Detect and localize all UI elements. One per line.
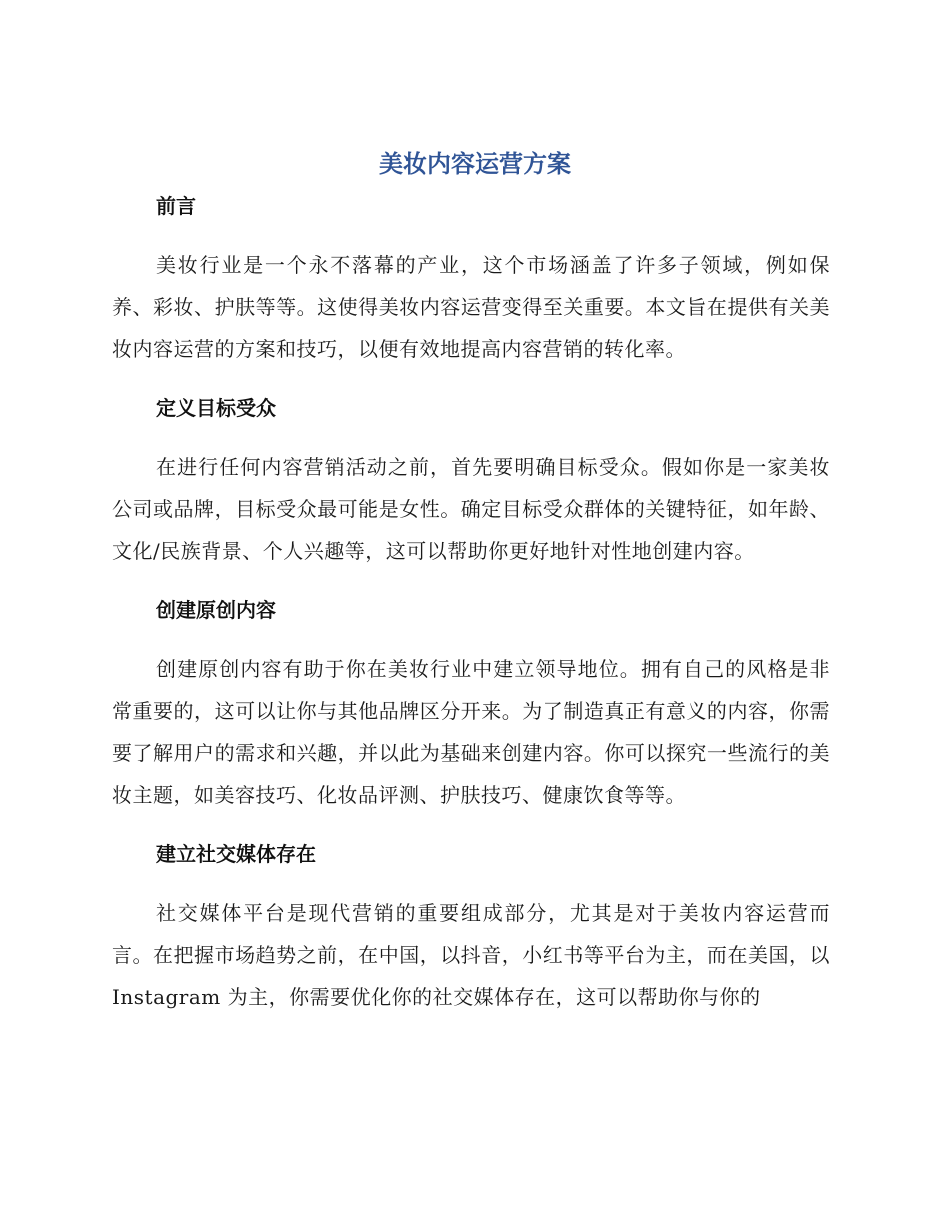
document-body <box>112 188 830 1018</box>
section-original-content <box>112 592 830 836</box>
section-heading: 前言 <box>156 194 196 218</box>
section-preface <box>112 188 830 390</box>
section-heading: 创建原创内容 <box>156 598 276 622</box>
section-paragraph: 在进行任何内容营销活动之前，首先要明确目标受众。假如你是一家美妆公司或品牌，目标受众最可能是女性。确定目标受众群体的关键特征，如年龄、文化/民族背景、个人兴趣等，这可以帮助你更好地针对性地创建内容。 <box>112 455 830 563</box>
section-heading: 建立社交媒体存在 <box>156 842 316 866</box>
section-heading: 定义目标受众 <box>156 396 276 420</box>
section-paragraph: 创建原创内容有助于你在美妆行业中建立领导地位。拥有自己的风格是非常重要的，这可以让你与其他品牌区分开来。为了制造真正有意义的内容，你需要了解用户的需求和兴趣，并以此为基础来创建内容。你可以探究一些流行的美妆主题，如美容技巧、化妆品评测、护肤技巧、健康饮食等等。 <box>112 657 830 807</box>
section-paragraph: 美妆行业是一个永不落幕的产业，这个市场涵盖了许多子领域，例如保养、彩妆、护肤等等。这使得美妆内容运营变得至关重要。本文旨在提供有关美妆内容运营的方案和技巧，以便有效地提高内容营销的转化率。 <box>112 253 830 361</box>
section-paragraph: 社交媒体平台是现代营销的重要组成部分，尤其是对于美妆内容运营而言。在把握市场趋势之前，在中国，以抖音，小红书等平台为主，而在美国，以 Instagram 为主，你需要优化你的社交媒体存在，这可以帮助你与你的 <box>112 901 830 1009</box>
document-title: 美妆内容运营方案 <box>379 150 571 178</box>
section-target-audience <box>112 390 830 592</box>
section-social-media <box>112 836 830 1018</box>
